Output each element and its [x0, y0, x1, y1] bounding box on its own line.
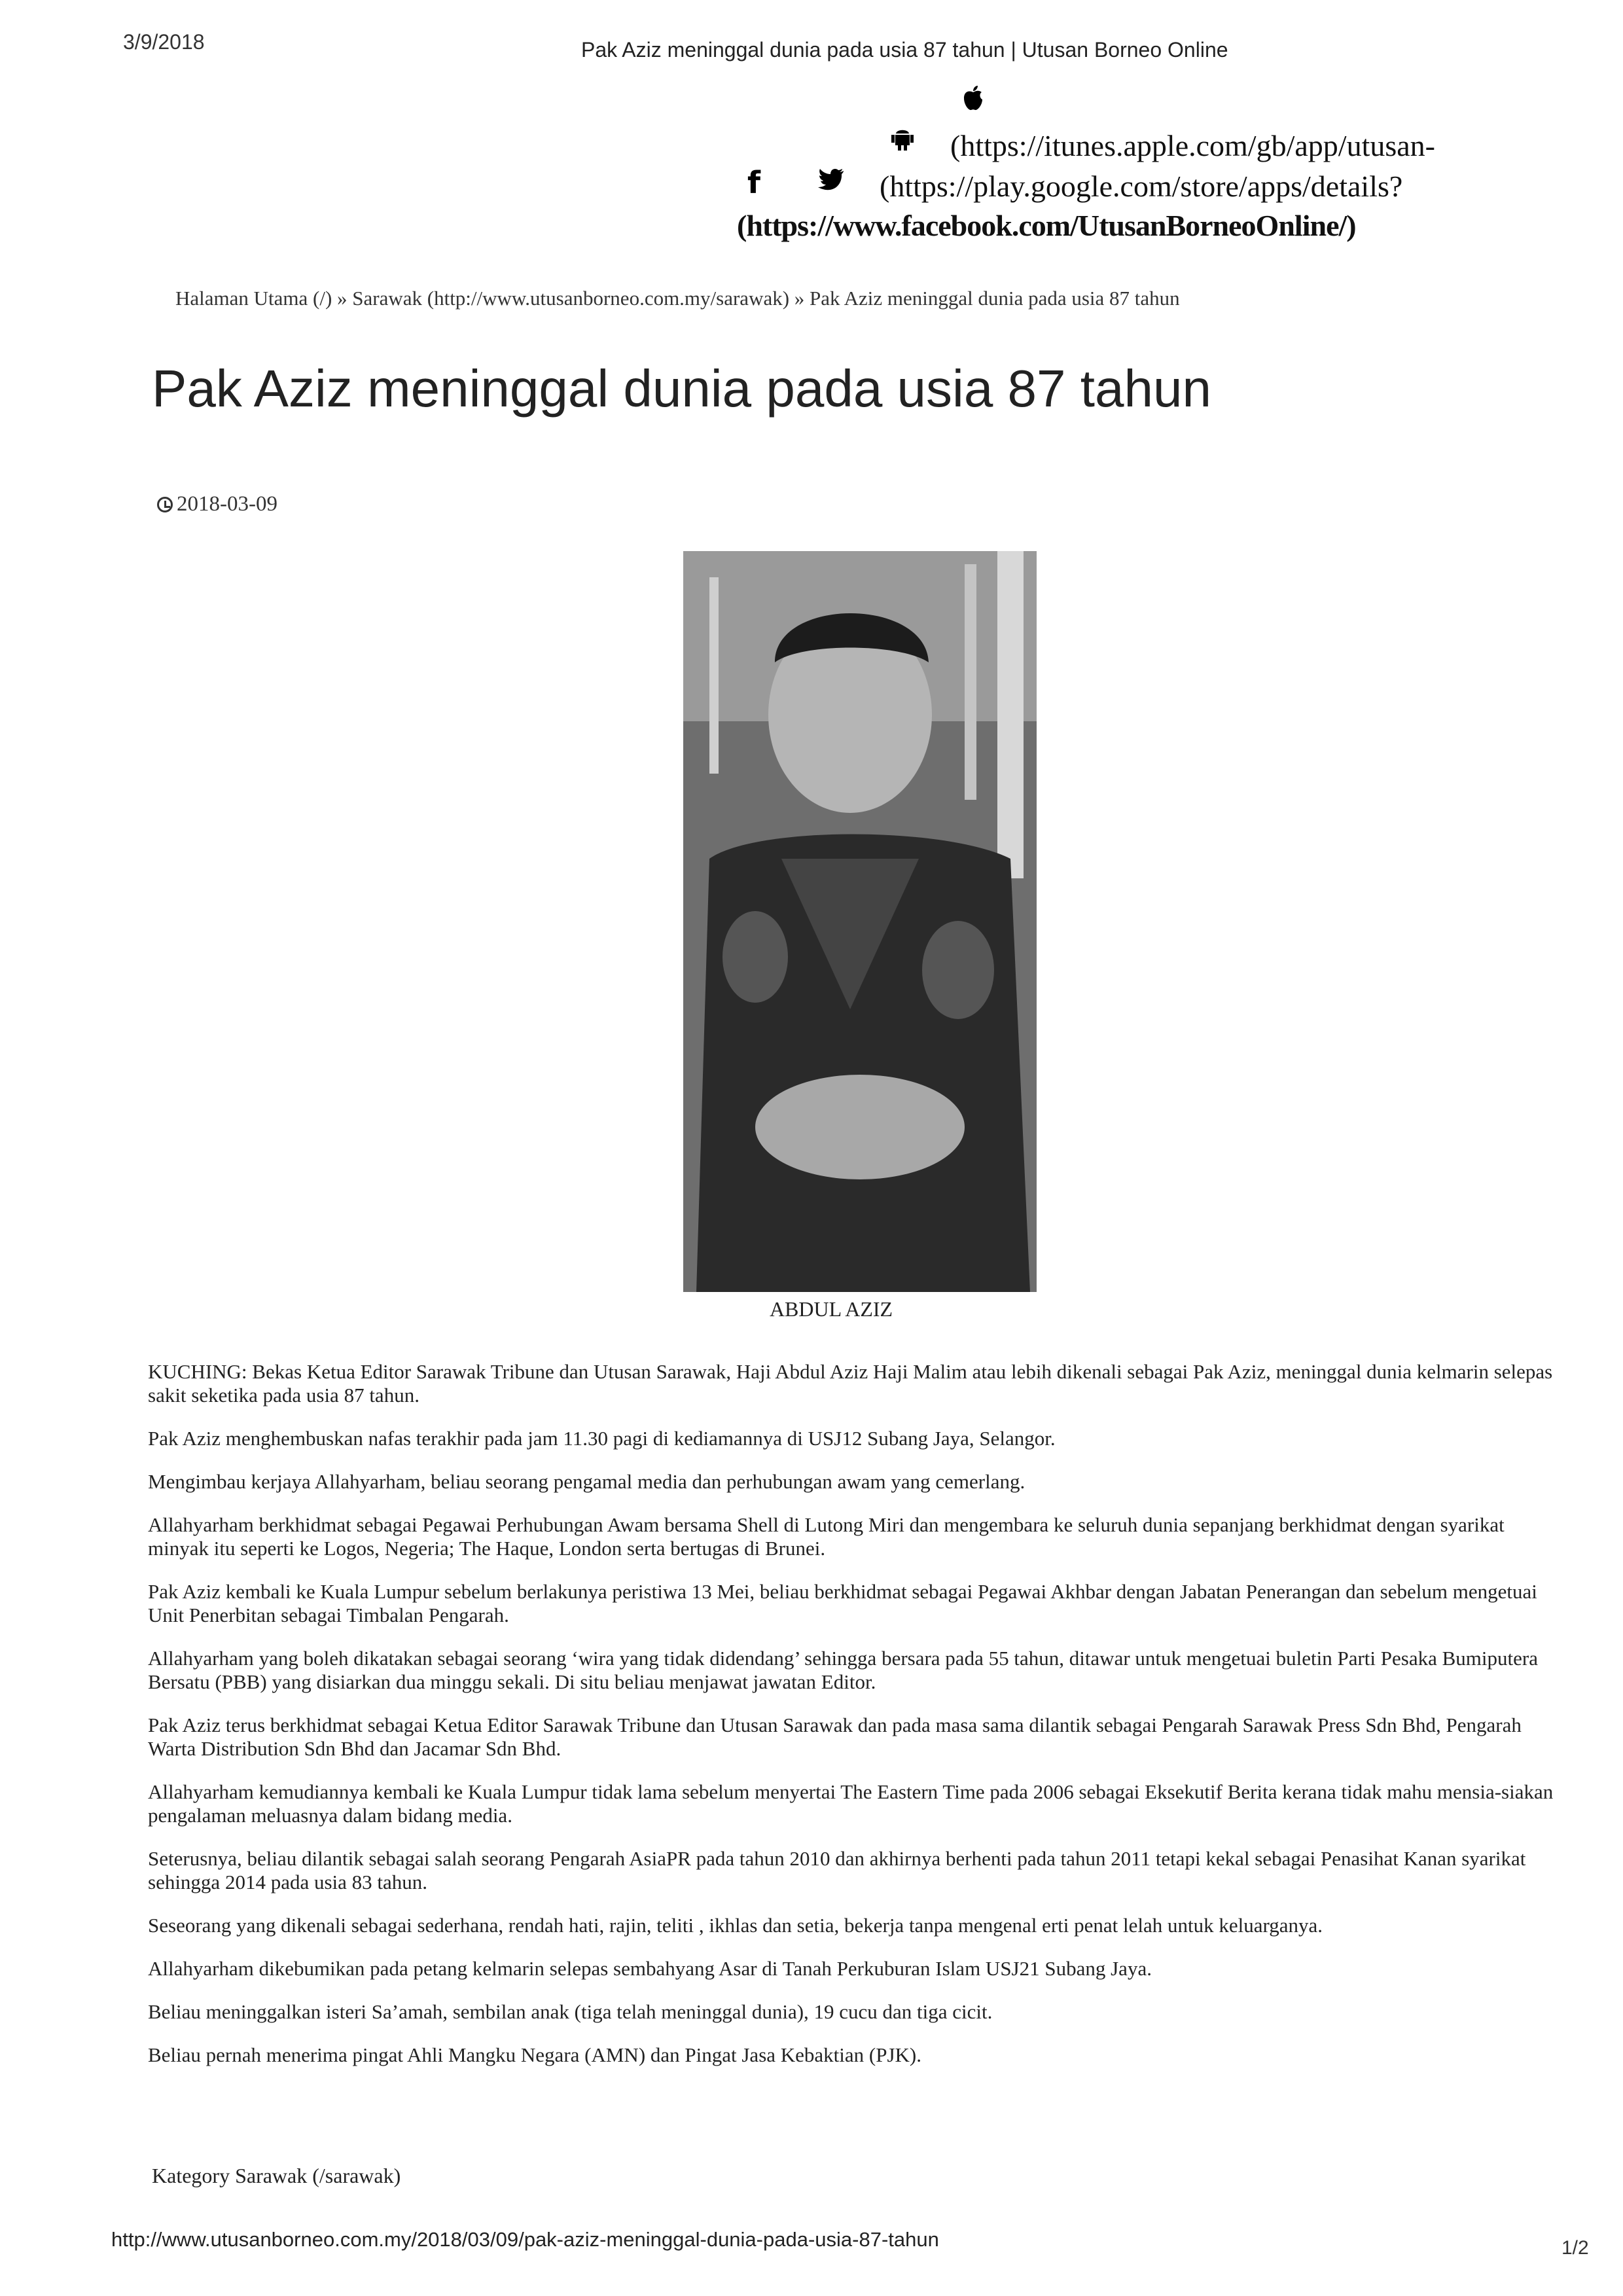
- article-paragraph: Pak Aziz kembali ke Kuala Lumpur sebelum berlakunya peristiwa 13 Mei, beliau berkhidmat sebagai Pegawai Akhbar dengan Jabatan Penerangan dan sebelum mengetuai Unit Penerbitan sebagai Timbalan Pengarah.: [148, 1580, 1537, 1626]
- print-page-number: 1/2: [1561, 2237, 1589, 2259]
- facebook-icon[interactable]: f: [747, 165, 761, 200]
- print-footer-url: http://www.utusanborneo.com.my/2018/03/09/pak-aziz-meninggal-dunia-pada-usia-87-tahun: [111, 2228, 939, 2251]
- twitter-icon[interactable]: [818, 165, 844, 197]
- article-paragraph: Allahyarham berkhidmat sebagai Pegawai Perhubungan Awam bersama Shell di Lutong Miri dan mengembara ke seluruh dunia sepanjang berkhidmat dengan syarikat minyak itu seperti ke Logos, Negeria; The Haque, London serta bertugas di Brunei.: [148, 1513, 1505, 1560]
- article-paragraph: Allahyarham kemudiannya kembali ke Kuala Lumpur tidak lama sebelum menyertai The Eastern Time pada 2006 sebagai Eksekutif Berita kerana tidak mahu mensia-siakan pengalaman meluasnya dalam bidang media.: [148, 1780, 1554, 1827]
- publish-date: [157, 492, 277, 516]
- app-store-link[interactable]: (https://itunes.apple.com/gb/app/utusan-: [950, 129, 1435, 162]
- breadcrumb[interactable]: Halaman Utama (/) » Sarawak (http://www.utusanborneo.com.my/sarawak) » Pak Aziz meninggal dunia pada usia 87 tahun: [175, 287, 1180, 310]
- android-icon[interactable]: [891, 126, 914, 158]
- article-body: [148, 1360, 1561, 2087]
- category-link[interactable]: Kategory Sarawak (/sarawak): [152, 2164, 401, 2187]
- article-headline: Pak Aziz meninggal dunia pada usia 87 tahun: [152, 359, 1211, 418]
- publish-date-text: 2018-03-09: [177, 492, 277, 516]
- article-paragraph: Seseorang yang dikenali sebagai sederhana, rendah hati, rajin, teliti , ikhlas dan setia, bekerja tanpa mengenal erti penat lelah untuk keluarganya.: [148, 1914, 1323, 1937]
- article-paragraph: Allahyarham yang boleh dikatakan sebagai seorang ‘wira yang tidak didendang’ sehingga bersara pada 55 tahun, ditawar untuk mengetuai buletin Parti Pesaka Bumiputera Bersatu (PBB) yang disiarkan dua minggu sekali. Di situ beliau menjawat jawatan Editor.: [148, 1647, 1538, 1693]
- article-paragraph: Beliau pernah menerima pingat Ahli Mangku Negara (AMN) dan Pingat Jasa Kebaktian (PJK).: [148, 2043, 921, 2066]
- print-date: 3/9/2018: [123, 30, 205, 54]
- article-paragraph: Seterusnya, beliau dilantik sebagai salah seorang Pengarah AsiaPR pada tahun 2010 dan akhirnya berhenti pada tahun 2011 tetapi kekal sebagai Penasihat Kanan syarikat sehingga 2014 pada usia 83 tahun.: [148, 1847, 1526, 1893]
- article-paragraph: Pak Aziz menghembuskan nafas terakhir pada jam 11.30 pagi di kediamannya di USJ12 Subang Jaya, Selangor.: [148, 1427, 1056, 1450]
- facebook-link[interactable]: (https://www.facebook.com/UtusanBorneoOnline/): [737, 209, 1356, 242]
- play-store-link[interactable]: (https://play.google.com/store/apps/details?: [880, 170, 1403, 203]
- print-page-title: Pak Aziz meninggal dunia pada usia 87 tahun | Utusan Borneo Online: [581, 38, 1228, 62]
- article-paragraph: Allahyarham dikebumikan pada petang kelmarin selepas sembahyang Asar di Tanah Perkuburan Islam USJ21 Subang Jaya.: [148, 1957, 1152, 1980]
- clock-icon: [157, 497, 173, 512]
- article-paragraph: KUCHING: Bekas Ketua Editor Sarawak Tribune dan Utusan Sarawak, Haji Abdul Aziz Haji Malim atau lebih dikenali sebagai Pak Aziz, meninggal dunia kelmarin selepas sakit seketika pada usia 87 tahun.: [148, 1360, 1553, 1407]
- article-photo: [683, 551, 1037, 1292]
- article-paragraph: Beliau meninggalkan isteri Sa’amah, sembilan anak (tiga telah meninggal dunia), 19 cucu dan tiga cicit.: [148, 2000, 993, 2023]
- social-links: [720, 85, 1505, 255]
- apple-icon[interactable]: [962, 85, 984, 118]
- article-paragraph: Mengimbau kerjaya Allahyarham, beliau seorang pengamal media dan perhubungan awam yang cemerlang.: [148, 1470, 1026, 1493]
- article-paragraph: Pak Aziz terus berkhidmat sebagai Ketua Editor Sarawak Tribune dan Utusan Sarawak dan pada masa sama dilantik sebagai Pengarah Sarawak Press Sdn Bhd, Pengarah Warta Distribution Sdn Bhd dan Jacamar Sdn Bhd.: [148, 1713, 1522, 1760]
- photo-caption: ABDUL AZIZ: [769, 1297, 893, 1321]
